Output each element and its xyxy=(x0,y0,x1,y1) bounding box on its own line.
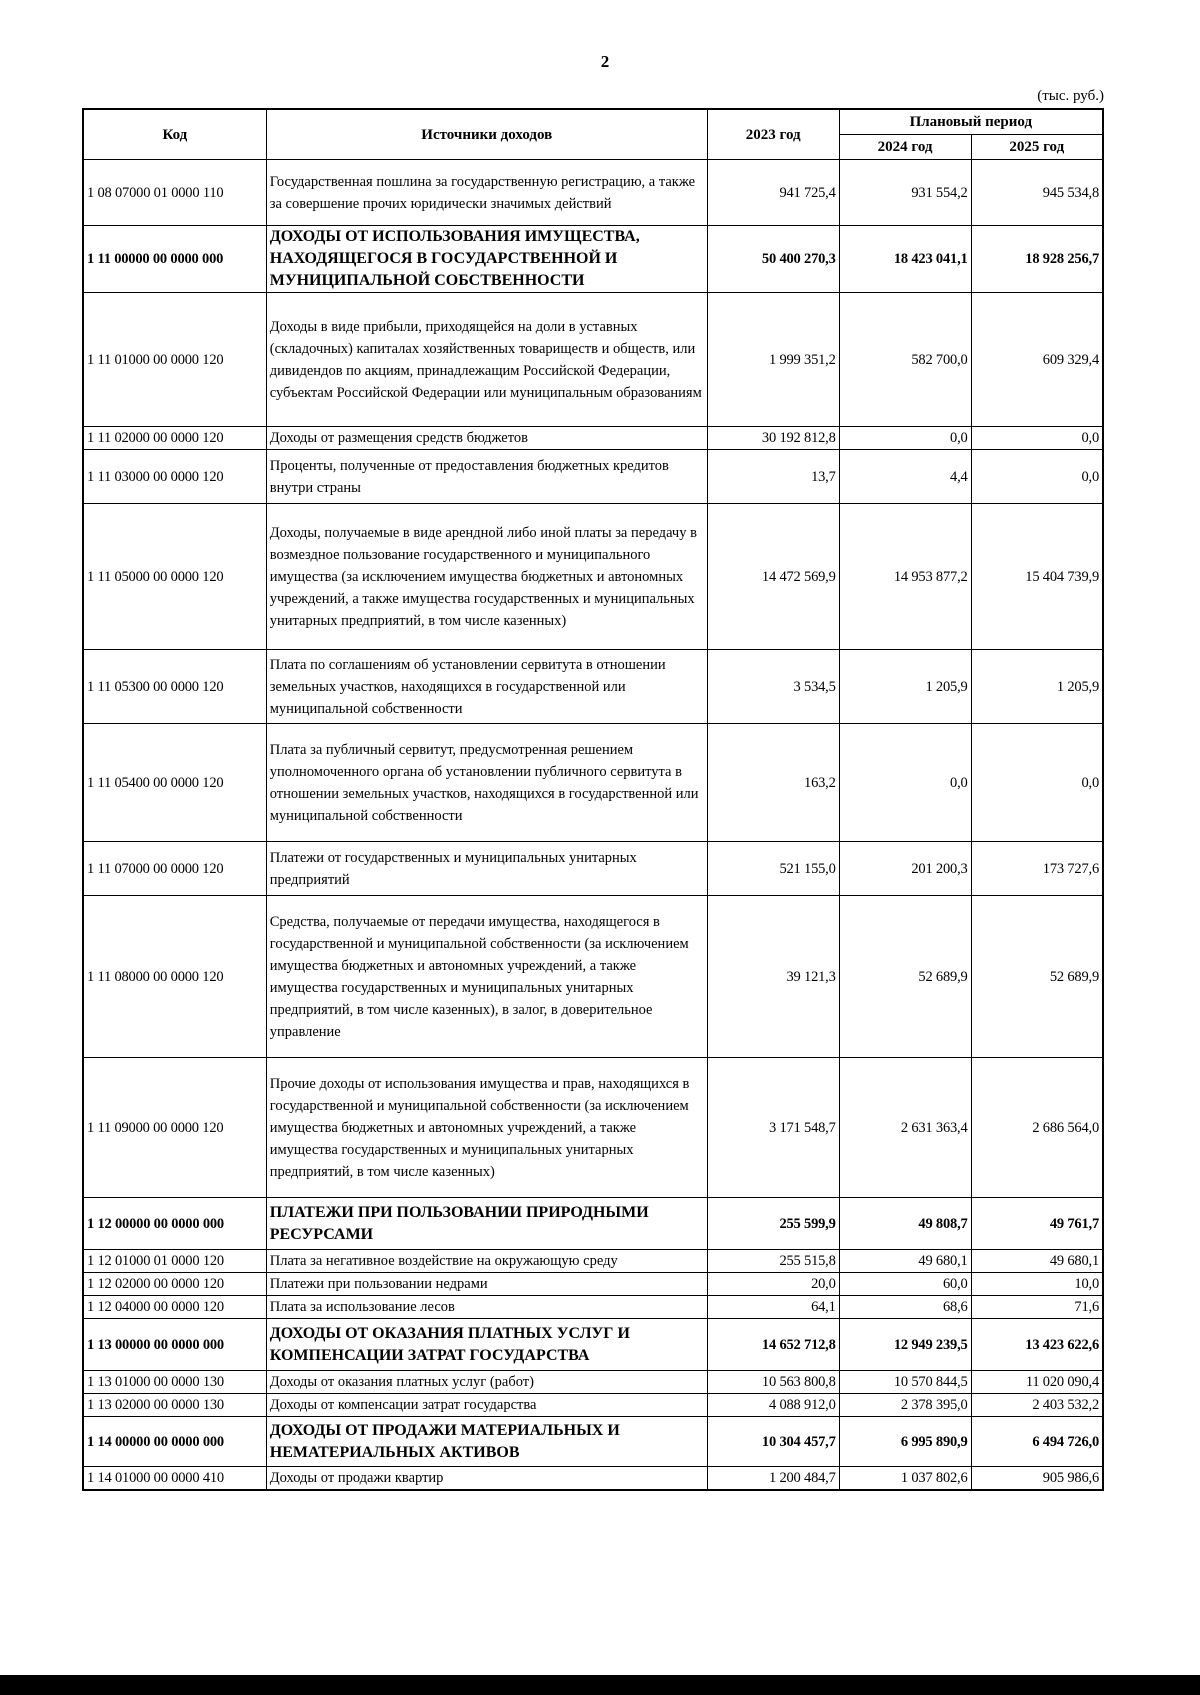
row-code: 1 11 07000 00 0000 120 xyxy=(83,842,266,896)
row-source: Плата за негативное воздействие на окружающую среду xyxy=(266,1250,707,1273)
row-value-2023: 39 121,3 xyxy=(707,896,839,1058)
row-value-2025: 945 534,8 xyxy=(971,160,1103,226)
table-row xyxy=(83,1198,1103,1250)
row-value-2023: 941 725,4 xyxy=(707,160,839,226)
row-source: Плата за использование лесов xyxy=(266,1296,707,1319)
row-value-2023: 255 515,8 xyxy=(707,1250,839,1273)
row-value-2025: 13 423 622,6 xyxy=(971,1319,1103,1371)
table-row xyxy=(83,896,1103,1058)
row-value-2024: 10 570 844,5 xyxy=(839,1371,971,1394)
row-value-2025: 18 928 256,7 xyxy=(971,226,1103,293)
row-code: 1 11 05300 00 0000 120 xyxy=(83,650,266,724)
row-value-2023: 14 652 712,8 xyxy=(707,1319,839,1371)
row-code: 1 13 02000 00 0000 130 xyxy=(83,1394,266,1417)
revenue-table xyxy=(82,108,1104,1491)
row-value-2023: 10 304 457,7 xyxy=(707,1417,839,1467)
table-row xyxy=(83,1250,1103,1273)
units-label: (тыс. руб.) xyxy=(1037,88,1104,104)
row-value-2024: 14 953 877,2 xyxy=(839,504,971,650)
row-source: ПЛАТЕЖИ ПРИ ПОЛЬЗОВАНИИ ПРИРОДНЫМИ РЕСУРСАМИ xyxy=(266,1198,707,1250)
row-source: Доходы от продажи квартир xyxy=(266,1467,707,1491)
row-value-2024: 68,6 xyxy=(839,1296,971,1319)
row-source: Доходы в виде прибыли, приходящейся на доли в уставных (складочных) капиталах хозяйственных товариществ и обществ, или дивидендов по акциям, принадлежащим Российской Федерации, субъектам Российской Федерации или муниципальным образованиям xyxy=(266,293,707,427)
row-value-2025: 15 404 739,9 xyxy=(971,504,1103,650)
row-code: 1 14 01000 00 0000 410 xyxy=(83,1467,266,1491)
row-source: Плата по соглашениям об установлении сервитута в отношении земельных участков, находящихся в государственной или муниципальной собственности xyxy=(266,650,707,724)
table-row xyxy=(83,160,1103,226)
row-value-2025: 2 686 564,0 xyxy=(971,1058,1103,1198)
table-row xyxy=(83,1371,1103,1394)
row-value-2025: 49 680,1 xyxy=(971,1250,1103,1273)
row-value-2024: 6 995 890,9 xyxy=(839,1417,971,1467)
row-value-2024: 18 423 041,1 xyxy=(839,226,971,293)
row-code: 1 11 09000 00 0000 120 xyxy=(83,1058,266,1198)
row-source: ДОХОДЫ ОТ ОКАЗАНИЯ ПЛАТНЫХ УСЛУГ И КОМПЕНСАЦИИ ЗАТРАТ ГОСУДАРСТВА xyxy=(266,1319,707,1371)
row-value-2024: 12 949 239,5 xyxy=(839,1319,971,1371)
row-code: 1 14 00000 00 0000 000 xyxy=(83,1417,266,1467)
row-value-2023: 10 563 800,8 xyxy=(707,1371,839,1394)
row-value-2025: 71,6 xyxy=(971,1296,1103,1319)
row-value-2025: 0,0 xyxy=(971,724,1103,842)
row-code: 1 12 00000 00 0000 000 xyxy=(83,1198,266,1250)
scan-border xyxy=(0,1675,1200,1695)
table-row xyxy=(83,724,1103,842)
header-code: Код xyxy=(83,109,266,160)
header-2025: 2025 год xyxy=(971,135,1103,160)
row-source: Проценты, полученные от предоставления бюджетных кредитов внутри страны xyxy=(266,450,707,504)
row-value-2025: 173 727,6 xyxy=(971,842,1103,896)
row-code: 1 11 03000 00 0000 120 xyxy=(83,450,266,504)
table-row xyxy=(83,226,1103,293)
row-value-2024: 49 680,1 xyxy=(839,1250,971,1273)
row-value-2025: 905 986,6 xyxy=(971,1467,1103,1491)
table-row xyxy=(83,650,1103,724)
row-code: 1 11 08000 00 0000 120 xyxy=(83,896,266,1058)
row-value-2024: 52 689,9 xyxy=(839,896,971,1058)
table-row xyxy=(83,1319,1103,1371)
row-value-2023: 255 599,9 xyxy=(707,1198,839,1250)
row-value-2024: 931 554,2 xyxy=(839,160,971,226)
table-row xyxy=(83,1296,1103,1319)
row-value-2025: 49 761,7 xyxy=(971,1198,1103,1250)
header-2023: 2023 год xyxy=(707,109,839,160)
row-source: ДОХОДЫ ОТ ИСПОЛЬЗОВАНИЯ ИМУЩЕСТВА, НАХОДЯЩЕГОСЯ В ГОСУДАРСТВЕННОЙ И МУНИЦИПАЛЬНОЙ СОБСТВЕННОСТИ xyxy=(266,226,707,293)
row-value-2023: 4 088 912,0 xyxy=(707,1394,839,1417)
row-value-2024: 4,4 xyxy=(839,450,971,504)
row-value-2025: 609 329,4 xyxy=(971,293,1103,427)
row-value-2024: 2 631 363,4 xyxy=(839,1058,971,1198)
table-row xyxy=(83,1273,1103,1296)
table-row xyxy=(83,293,1103,427)
row-code: 1 13 01000 00 0000 130 xyxy=(83,1371,266,1394)
row-value-2025: 0,0 xyxy=(971,450,1103,504)
row-value-2025: 52 689,9 xyxy=(971,896,1103,1058)
row-value-2025: 10,0 xyxy=(971,1273,1103,1296)
row-value-2023: 30 192 812,8 xyxy=(707,427,839,450)
header-source: Источники доходов xyxy=(266,109,707,160)
row-source: Государственная пошлина за государственную регистрацию, а также за совершение прочих юридически значимых действий xyxy=(266,160,707,226)
row-source: Доходы от размещения средств бюджетов xyxy=(266,427,707,450)
row-value-2025: 6 494 726,0 xyxy=(971,1417,1103,1467)
row-code: 1 12 02000 00 0000 120 xyxy=(83,1273,266,1296)
row-code: 1 11 02000 00 0000 120 xyxy=(83,427,266,450)
header-planned-period: Плановый период xyxy=(839,109,1103,135)
row-source: Доходы, получаемые в виде арендной либо иной платы за передачу в возмездное пользование государственного и муниципального имущества (за исключением имущества бюджетных и автономных учреждений, а также имущества государственных и муниципальных унитарных предприятий, в том числе казенных) xyxy=(266,504,707,650)
row-value-2023: 1 999 351,2 xyxy=(707,293,839,427)
row-value-2024: 2 378 395,0 xyxy=(839,1394,971,1417)
row-value-2025: 1 205,9 xyxy=(971,650,1103,724)
row-value-2023: 20,0 xyxy=(707,1273,839,1296)
table-row xyxy=(83,1058,1103,1198)
row-code: 1 12 01000 01 0000 120 xyxy=(83,1250,266,1273)
row-value-2023: 521 155,0 xyxy=(707,842,839,896)
row-code: 1 11 05400 00 0000 120 xyxy=(83,724,266,842)
table-row xyxy=(83,1394,1103,1417)
row-value-2024: 1 205,9 xyxy=(839,650,971,724)
row-code: 1 11 05000 00 0000 120 xyxy=(83,504,266,650)
row-value-2024: 201 200,3 xyxy=(839,842,971,896)
row-value-2024: 1 037 802,6 xyxy=(839,1467,971,1491)
row-value-2024: 582 700,0 xyxy=(839,293,971,427)
row-value-2025: 0,0 xyxy=(971,427,1103,450)
row-source: Плата за публичный сервитут, предусмотренная решением уполномоченного органа об установлении публичного сервитута в отношении земельных участков, находящихся в государственной или муниципальной собственности xyxy=(266,724,707,842)
row-value-2023: 13,7 xyxy=(707,450,839,504)
row-source: ДОХОДЫ ОТ ПРОДАЖИ МАТЕРИАЛЬНЫХ И НЕМАТЕРИАЛЬНЫХ АКТИВОВ xyxy=(266,1417,707,1467)
page-number: 2 xyxy=(600,52,610,71)
row-source: Средства, получаемые от передачи имущества, находящегося в государственной и муниципальной собственности (за исключением имущества бюджетных и автономных учреждений, а также имущества государственных и муниципальных унитарных предприятий, в том числе казенных), в залог, в доверительное управление xyxy=(266,896,707,1058)
table-row xyxy=(83,842,1103,896)
row-value-2023: 50 400 270,3 xyxy=(707,226,839,293)
table-row xyxy=(83,1467,1103,1491)
row-code: 1 11 00000 00 0000 000 xyxy=(83,226,266,293)
row-value-2023: 163,2 xyxy=(707,724,839,842)
row-value-2024: 49 808,7 xyxy=(839,1198,971,1250)
row-value-2025: 2 403 532,2 xyxy=(971,1394,1103,1417)
row-source: Доходы от оказания платных услуг (работ) xyxy=(266,1371,707,1394)
row-value-2023: 64,1 xyxy=(707,1296,839,1319)
table-row xyxy=(83,1417,1103,1467)
row-source: Прочие доходы от использования имущества и прав, находящихся в государственной и муниципальной собственности (за исключением имущества бюджетных и автономных учреждений, а также имущества государственных и муниципальных унитарных предприятий, в том числе казенных) xyxy=(266,1058,707,1198)
row-code: 1 11 01000 00 0000 120 xyxy=(83,293,266,427)
row-value-2025: 11 020 090,4 xyxy=(971,1371,1103,1394)
row-code: 1 13 00000 00 0000 000 xyxy=(83,1319,266,1371)
row-value-2024: 60,0 xyxy=(839,1273,971,1296)
row-source: Платежи от государственных и муниципальных унитарных предприятий xyxy=(266,842,707,896)
row-code: 1 08 07000 01 0000 110 xyxy=(83,160,266,226)
row-value-2024: 0,0 xyxy=(839,427,971,450)
row-value-2023: 3 534,5 xyxy=(707,650,839,724)
row-source: Доходы от компенсации затрат государства xyxy=(266,1394,707,1417)
row-value-2023: 1 200 484,7 xyxy=(707,1467,839,1491)
row-value-2023: 3 171 548,7 xyxy=(707,1058,839,1198)
header-2024: 2024 год xyxy=(839,135,971,160)
table-row xyxy=(83,504,1103,650)
table-row xyxy=(83,427,1103,450)
row-value-2023: 14 472 569,9 xyxy=(707,504,839,650)
table-row xyxy=(83,450,1103,504)
row-value-2024: 0,0 xyxy=(839,724,971,842)
row-code: 1 12 04000 00 0000 120 xyxy=(83,1296,266,1319)
row-source: Платежи при пользовании недрами xyxy=(266,1273,707,1296)
